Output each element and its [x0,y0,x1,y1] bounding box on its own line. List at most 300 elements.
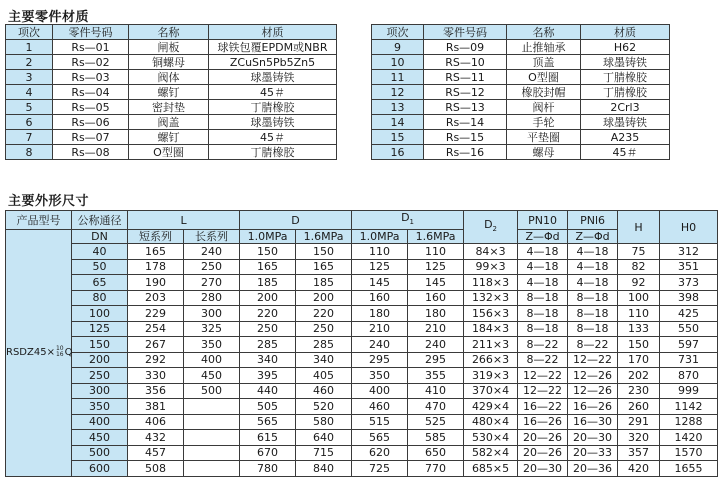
table-cell: 16—22 [518,399,568,415]
table-cell: 82 [618,259,660,275]
table-cell: 870 [660,368,718,384]
table-cell: 2 [6,55,53,70]
table-cell: 450 [184,368,240,384]
table-cell: 45＃ [581,145,670,160]
table-cell: 180 [352,306,408,322]
table-cell: 731 [660,352,718,368]
parts-header-row [372,25,670,40]
table-cell: 312 [660,244,718,260]
table-cell: 670 [240,445,296,461]
table-row [372,115,670,130]
table-row [6,70,337,85]
table-cell: 1655 [660,461,718,477]
table-row [6,399,718,415]
table-cell: 10 [372,55,424,70]
table-cell: 340 [296,352,352,368]
parts-header-cell: 名称 [129,25,209,40]
table-cell: 螺母 [507,145,581,160]
table-cell: 20—30 [568,430,618,446]
table-cell: Rs—15 [424,130,507,145]
table-cell: 220 [240,306,296,322]
header-long-series: 长系列 [184,230,240,244]
table-cell: 球墨铸铁 [581,55,670,70]
table-cell: 585 [408,430,464,446]
table-row [372,70,670,85]
table-cell: 295 [352,352,408,368]
table-cell: 550 [660,321,718,337]
table-cell: 582×4 [464,445,518,461]
table-cell: 8—18 [518,290,568,306]
table-cell: 500 [184,383,240,399]
table-row [6,337,718,353]
table-cell: 丁腈橡胶 [581,85,670,100]
table-cell: 325 [184,321,240,337]
table-cell: 432 [128,430,184,446]
table-cell: 125 [72,321,128,337]
table-cell: 20—30 [518,461,568,477]
table-cell: Rs—04 [53,85,129,100]
table-cell: 丁腈橡胶 [209,100,337,115]
table-cell: 330 [128,368,184,384]
table-cell: 565 [352,430,408,446]
header-short-series: 短系列 [128,230,184,244]
parts-section-title: 主要零件材质 [8,10,90,25]
table-cell: 250 [296,321,352,337]
table-cell: 350 [184,337,240,353]
table-cell: 100 [72,306,128,322]
table-cell: 11 [372,70,424,85]
header-pn16-bolts: Z—Φd [568,230,618,244]
table-cell: 12—22 [568,352,618,368]
table-cell: 267 [128,337,184,353]
table-cell: 400 [352,383,408,399]
table-cell: 12 [372,85,424,100]
table-cell: H62 [581,40,670,55]
table-cell: 1288 [660,414,718,430]
table-cell: 平垫圈 [507,130,581,145]
table-row [372,100,670,115]
table-cell: 2Crl3 [581,100,670,115]
table-cell: RS—13 [424,100,507,115]
table-cell: 156×3 [464,306,518,322]
table-cell: 260 [618,399,660,415]
table-cell: 165 [240,259,296,275]
table-cell: 12—22 [518,368,568,384]
table-cell: 球墨铸铁 [209,115,337,130]
table-cell: 12—26 [568,368,618,384]
table-cell: 8 [6,145,53,160]
table-cell: 406 [128,414,184,430]
table-cell: 橡胶封帽 [507,85,581,100]
parts-header-cell: 项次 [6,25,53,40]
table-cell: 400 [184,352,240,368]
header-L: L [128,211,240,230]
table-cell: 370×4 [464,383,518,399]
table-cell: 565 [240,414,296,430]
table-cell: 165 [296,259,352,275]
table-cell: 405 [296,368,352,384]
table-row [6,445,718,461]
parts-header-cell: 材质 [581,25,670,40]
table-cell: 285 [240,337,296,353]
table-cell: 685×5 [464,461,518,477]
table-row [372,55,670,70]
table-cell: 4—18 [518,259,568,275]
table-cell: 8—22 [518,337,568,353]
table-row [6,244,718,260]
table-cell: 3 [6,70,53,85]
parts-table-right [371,24,670,160]
table-cell: 373 [660,275,718,291]
parts-table-left [5,24,337,160]
table-cell: 229 [128,306,184,322]
table-cell: 75 [618,244,660,260]
table-cell: 190 [128,275,184,291]
table-cell: 240 [352,337,408,353]
table-cell: ZCuSn5Pb5Zn5 [209,55,337,70]
table-cell: 460 [296,383,352,399]
table-cell: 250 [240,321,296,337]
table-cell: 340 [240,352,296,368]
table-cell: 395 [240,368,296,384]
table-cell: 99×3 [464,259,518,275]
table-cell: 125 [408,259,464,275]
table-cell: 295 [408,352,464,368]
table-cell: 185 [296,275,352,291]
table-cell: Rs—09 [424,40,507,55]
table-cell: 螺钉 [129,85,209,100]
table-cell: 220 [296,306,352,322]
header-H0: H0 [660,211,718,244]
table-cell: 300 [72,383,128,399]
table-cell: 65 [72,275,128,291]
header-pn16: PNl6 [568,211,618,230]
table-cell: 508 [128,461,184,477]
table-cell: 4—18 [568,275,618,291]
table-cell: 球铁包覆EPDM或NBR [209,40,337,55]
table-cell: 270 [184,275,240,291]
table-cell: 133 [618,321,660,337]
table-cell: 398 [660,290,718,306]
table-cell: 285 [296,337,352,353]
table-cell: 457 [128,445,184,461]
table-cell: 505 [240,399,296,415]
table-row [6,40,337,55]
parts-header-row [6,25,337,40]
table-cell: 球墨铸铁 [209,70,337,85]
table-cell: RS—11 [424,70,507,85]
table-cell: 350 [352,368,408,384]
table-row [372,130,670,145]
parts-header-cell: 材质 [209,25,337,40]
table-cell: 250 [72,368,128,384]
table-cell: 45＃ [209,130,337,145]
table-row [372,40,670,55]
table-row [6,259,718,275]
table-cell: 7 [6,130,53,145]
table-cell: 1420 [660,430,718,446]
table-cell: 210 [408,321,464,337]
table-cell: O型圈 [507,70,581,85]
table-cell: 200 [296,290,352,306]
table-cell: 425 [660,306,718,322]
table-cell: 355 [408,368,464,384]
parts-header-cell: 名称 [507,25,581,40]
table-cell: 470 [408,399,464,415]
table-cell: 400 [72,414,128,430]
table-cell [184,399,240,415]
table-cell: 515 [352,414,408,430]
table-cell: 150 [240,244,296,260]
table-cell: 8—18 [568,290,618,306]
table-cell: 160 [408,290,464,306]
table-cell: 15 [372,130,424,145]
table-cell: 580 [296,414,352,430]
header-D1-16mpa: 1.6MPa [408,230,464,244]
table-cell [184,414,240,430]
table-row [6,430,718,446]
table-cell: 45＃ [209,85,337,100]
table-cell: 381 [128,399,184,415]
table-cell: 440 [240,383,296,399]
table-cell: 200 [72,352,128,368]
table-cell: 8—18 [568,306,618,322]
table-cell: 密封垫 [129,100,209,115]
dimensions-table [5,210,718,477]
table-cell: 92 [618,275,660,291]
table-cell: 357 [618,445,660,461]
table-cell: 356 [128,383,184,399]
table-cell: 770 [408,461,464,477]
table-cell: 12—26 [568,383,618,399]
table-cell: 150 [618,337,660,353]
table-cell [184,430,240,446]
table-cell: 8—22 [568,337,618,353]
table-cell: 210 [352,321,408,337]
table-cell: 420 [618,461,660,477]
table-cell: 1570 [660,445,718,461]
table-cell: 266×3 [464,352,518,368]
table-cell [184,461,240,477]
table-cell: Rs—14 [424,115,507,130]
table-cell: 410 [408,383,464,399]
table-row [6,306,718,322]
table-cell: 165 [128,244,184,260]
table-row [6,368,718,384]
header-D-16mpa: 1.6MPa [296,230,352,244]
table-cell: 8—18 [518,306,568,322]
table-row [6,130,337,145]
table-cell: 202 [618,368,660,384]
table-cell: 4—18 [518,244,568,260]
table-cell: 650 [408,445,464,461]
header-product-model: 产品型号 [6,211,72,230]
table-cell: 110 [408,244,464,260]
table-cell: 50 [72,259,128,275]
table-row [372,145,670,160]
table-cell: 12—22 [518,383,568,399]
table-cell: 150 [296,244,352,260]
table-cell: 200 [240,290,296,306]
table-cell: RS—12 [424,85,507,100]
table-cell: 450 [72,430,128,446]
header-pn10-bolts: Z—Φd [518,230,568,244]
table-cell: 178 [128,259,184,275]
table-cell: 4 [6,85,53,100]
table-cell: RS—10 [424,55,507,70]
table-cell: 80 [72,290,128,306]
table-cell: 184×3 [464,321,518,337]
header-H: H [618,211,660,244]
table-cell: 4—18 [568,244,618,260]
table-cell [184,445,240,461]
table-row [6,461,718,477]
table-cell: Rs—02 [53,55,129,70]
table-cell: 4—18 [568,259,618,275]
header-dn: DN [72,230,128,244]
header-D-1mpa: 1.0MPa [240,230,296,244]
table-cell: 350 [72,399,128,415]
table-cell: 40 [72,244,128,260]
table-cell: 525 [408,414,464,430]
table-cell: 手轮 [507,115,581,130]
table-cell: 780 [240,461,296,477]
table-cell: A235 [581,130,670,145]
table-cell: 止推轴承 [507,40,581,55]
table-cell: 640 [296,430,352,446]
table-cell: Rs—16 [424,145,507,160]
table-cell: 9 [372,40,424,55]
header-D1-1mpa: 1.0MPa [352,230,408,244]
table-cell: Rs—05 [53,100,129,115]
table-cell: 丁腈橡胶 [581,70,670,85]
table-cell: 500 [72,445,128,461]
table-row [372,85,670,100]
table-cell: 1 [6,40,53,55]
table-cell: 203 [128,290,184,306]
table-cell: 铜螺母 [129,55,209,70]
table-row [6,321,718,337]
table-cell: 300 [184,306,240,322]
table-cell: 20—33 [568,445,618,461]
table-cell: 291 [618,414,660,430]
table-cell: 250 [184,259,240,275]
table-cell: 597 [660,337,718,353]
table-cell: 14 [372,115,424,130]
table-cell: 8—18 [518,321,568,337]
table-cell: 16—26 [518,414,568,430]
table-cell: Rs—06 [53,115,129,130]
table-cell: 460 [352,399,408,415]
table-cell: 999 [660,383,718,399]
table-cell: 132×3 [464,290,518,306]
table-cell: Rs—01 [53,40,129,55]
table-cell: 254 [128,321,184,337]
table-row [6,55,337,70]
table-row [6,85,337,100]
header-D2: $D_2$ [464,211,518,244]
table-row [6,352,718,368]
header-D1: $D_1$ [352,211,464,230]
table-cell: Rs—07 [53,130,129,145]
table-cell: 20—26 [518,445,568,461]
table-cell: 8—22 [518,352,568,368]
table-cell: 110 [618,306,660,322]
table-cell: 280 [184,290,240,306]
table-cell: 4—18 [518,275,568,291]
table-cell: 球墨铸铁 [581,115,670,130]
table-cell: 840 [296,461,352,477]
table-cell: 螺钉 [129,130,209,145]
table-cell: 185 [240,275,296,291]
table-cell: 145 [352,275,408,291]
table-cell: O型圈 [129,145,209,160]
table-cell: 84×3 [464,244,518,260]
table-cell: 20—26 [518,430,568,446]
table-cell: 110 [352,244,408,260]
table-cell: 351 [660,259,718,275]
parts-header-cell: 零件号码 [53,25,129,40]
table-cell: 530×4 [464,430,518,446]
table-cell: 阀盖 [129,115,209,130]
table-row [6,290,718,306]
table-row [6,100,337,115]
table-cell: 118×3 [464,275,518,291]
table-cell: 230 [618,383,660,399]
table-row [6,414,718,430]
table-row [6,145,337,160]
table-cell: 20—36 [568,461,618,477]
table-cell: 阀杆 [507,100,581,115]
table-cell: 5 [6,100,53,115]
table-cell: 319×3 [464,368,518,384]
table-cell: 170 [618,352,660,368]
parts-header-cell: 零件号码 [424,25,507,40]
header-pn10: PN10 [518,211,568,230]
table-cell: 480×4 [464,414,518,430]
table-cell: 429×4 [464,399,518,415]
table-cell: 16—26 [568,399,618,415]
table-cell: 16—30 [568,414,618,430]
table-cell: 715 [296,445,352,461]
table-cell: 16 [372,145,424,160]
table-cell: 320 [618,430,660,446]
table-cell: 520 [296,399,352,415]
header-nominal-diameter: 公称通径 [72,211,128,230]
table-cell: 725 [352,461,408,477]
table-row [6,115,337,130]
table-cell: 闸板 [129,40,209,55]
table-cell: 6 [6,115,53,130]
table-cell: 8—18 [568,321,618,337]
table-cell: 顶盖 [507,55,581,70]
table-cell: 160 [352,290,408,306]
table-cell: 615 [240,430,296,446]
table-cell: 阀体 [129,70,209,85]
table-cell: 150 [72,337,128,353]
table-cell: 1142 [660,399,718,415]
table-cell: 292 [128,352,184,368]
table-cell: 丁腈橡胶 [209,145,337,160]
table-cell: Rs—08 [53,145,129,160]
dims-section-title: 主要外形尺寸 [8,194,90,209]
table-cell: 240 [408,337,464,353]
table-cell: Rs—03 [53,70,129,85]
table-cell: 620 [352,445,408,461]
parts-header-cell: 项次 [372,25,424,40]
table-row [6,383,718,399]
table-row [6,275,718,291]
